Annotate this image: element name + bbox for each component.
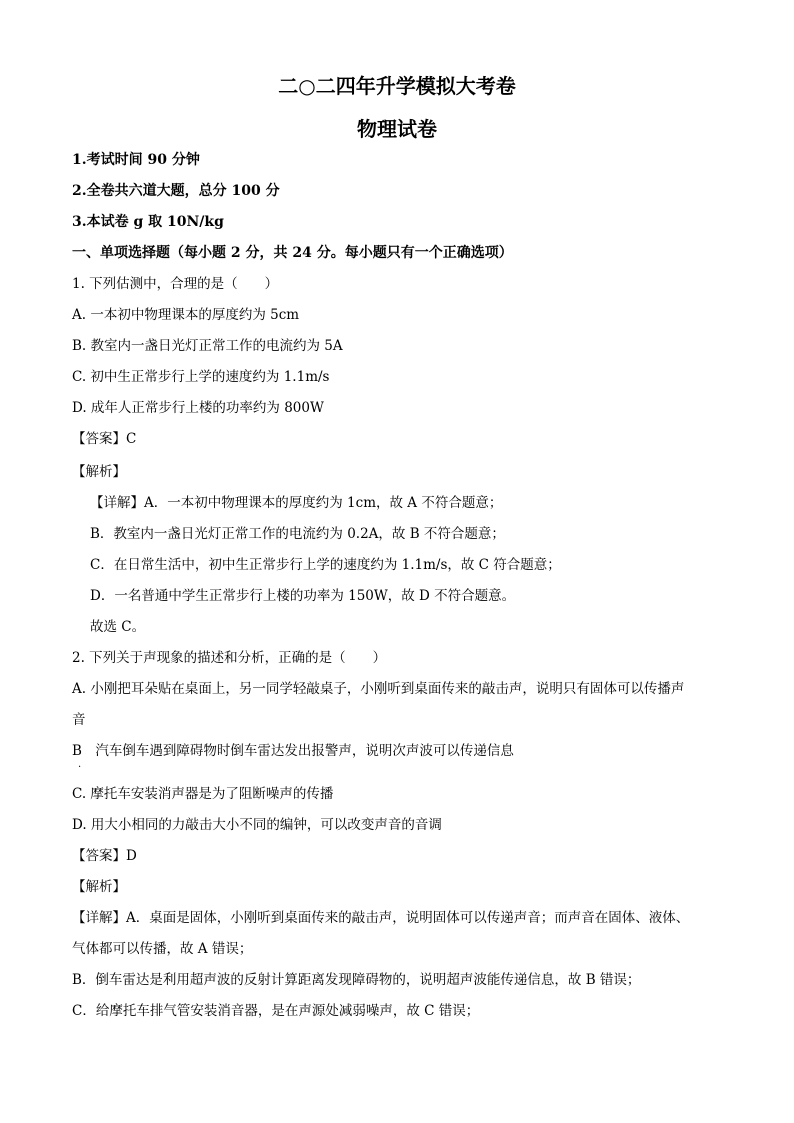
q1-detail-c: C．在日常生活中，初中生正常步行上学的速度约为 1.1m/s，故 C 符合题意； [90, 557, 561, 573]
q1-option-c: C. 初中生正常步行上学的速度约为 1.1m/s [72, 369, 330, 385]
q2-option-d: D. 用大小相同的力敲击大小不同的编钟，可以改变声音的音调 [72, 817, 442, 833]
q1-option-a: A. 一本初中物理课本的厚度约为 5cm [72, 307, 300, 323]
instruction-2: 2.全卷共六道大题，总分 100 分 [72, 183, 280, 199]
q1-detail-a: 【详解】A．一本初中物理课本的厚度约为 1cm，故 A 不符合题意； [90, 495, 503, 511]
q2-stem: 2. 下列关于声现象的描述和分析，正确的是（ ） [72, 650, 387, 666]
instruction-3: 3.本试卷 g 取 10N/kg [72, 214, 224, 230]
exam-title: 二○二四年升学模拟大考卷 [278, 74, 516, 98]
q2-option-b: B 汽车倒车遇到障碍物时倒车雷达发出报警声，说明次声波可以传递信息 [72, 743, 514, 759]
q2-option-a-line2: 音 [72, 712, 86, 728]
section-heading: 一、单项选择题（每小题 2 分，共 24 分。每小题只有一个正确选项） [72, 245, 513, 261]
q2-detail-a-line1: 【详解】A．桌面是固体，小刚听到桌面传来的敲击声，说明固体可以传递声音；而声音在固体、液体、 [72, 910, 690, 926]
q1-stem: 1. 下列估测中，合理的是（ ） [72, 276, 279, 292]
q2-option-a-line1: A. 小刚把耳朵贴在桌面上，另一同学轻敲桌子，小刚听到桌面传来的敲击声，说明只有固体可以传播声 [72, 681, 685, 697]
exam-subtitle: 物理试卷 [357, 117, 437, 141]
q2-option-b-dot: . [78, 759, 82, 770]
q2-answer: 【答案】D [72, 848, 137, 864]
q2-detail-b: B．倒车雷达是利用超声波的反射计算距离发现障碍物的，说明超声波能传递信息，故 B 错误； [72, 972, 641, 988]
q1-detail-d: D．一名普通中学生正常步行上楼的功率为 150W，故 D 不符合题意。 [90, 588, 516, 604]
q1-detail-b: B．教室内一盏日光灯正常工作的电流约为 0.2A，故 B 不符合题意； [90, 526, 505, 542]
q1-option-b: B. 教室内一盏日光灯正常工作的电流约为 5A [72, 338, 343, 354]
q2-detail-c: C．给摩托车排气管安装消音器，是在声源处减弱噪声，故 C 错误； [72, 1003, 480, 1019]
q1-answer: 【答案】C [72, 431, 137, 447]
q1-option-d: D. 成年人正常步行上楼的功率约为 800W [72, 400, 324, 416]
q1-conclusion: 故选 C。 [90, 619, 146, 635]
instruction-1: 1.考试时间 90 分钟 [72, 152, 200, 168]
q2-analysis-label: 【解析】 [72, 879, 126, 895]
q1-analysis-label: 【解析】 [72, 464, 126, 480]
q2-option-c: C. 摩托车安装消声器是为了阻断噪声的传播 [72, 786, 334, 802]
q2-detail-a-line2: 气体都可以传播，故 A 错误； [72, 941, 253, 957]
